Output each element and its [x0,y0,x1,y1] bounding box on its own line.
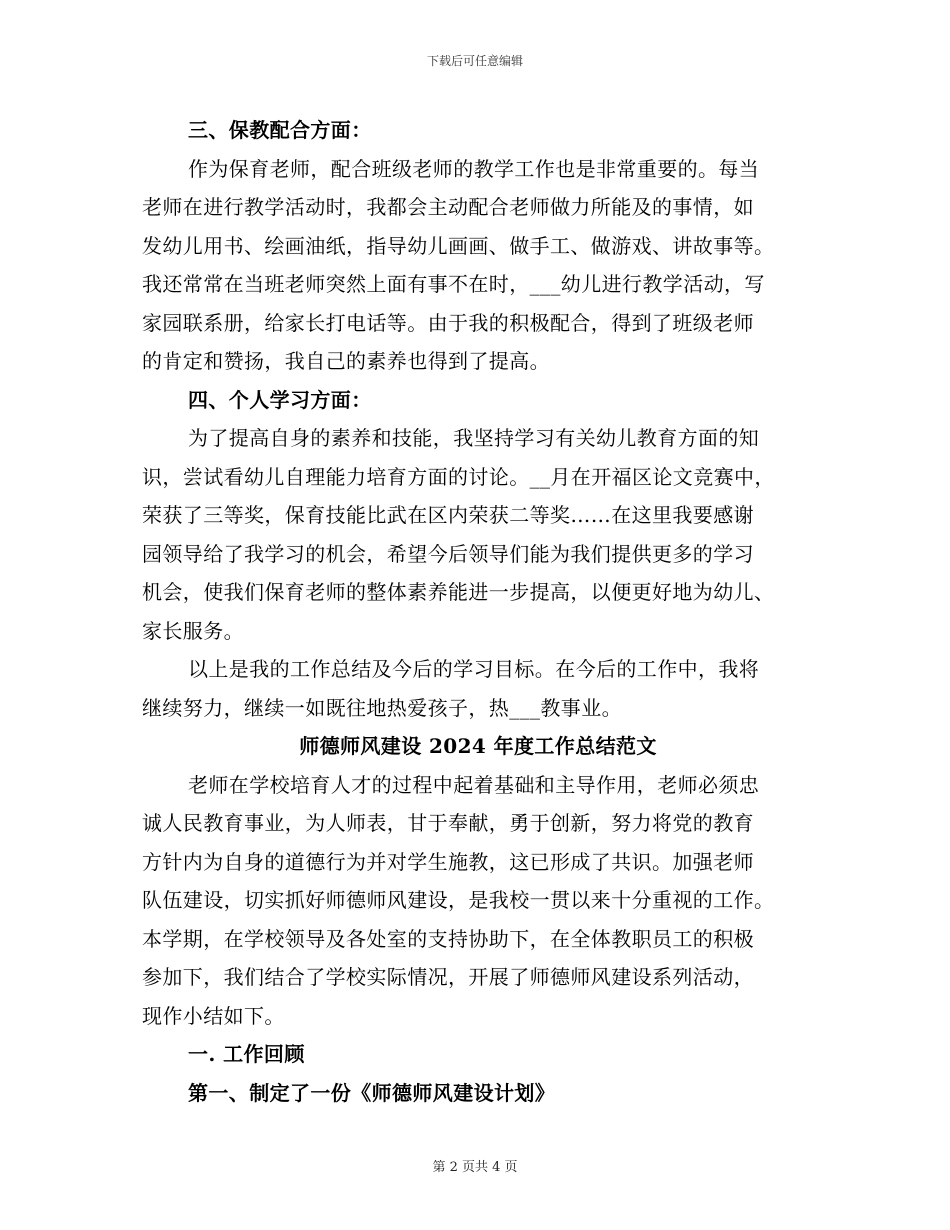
paragraph-line: 的肯定和赞扬，我自己的素养也得到了提高。 [142,349,550,373]
document-title: 师德师风建设 2024 年度工作总结范文 [299,734,657,758]
paragraph-line: 以上是我的工作总结及今后的学习目标。在今后的工作中，我将 [188,657,760,681]
paragraph-line: 作为保育老师，配合班级老师的教学工作也是非常重要的。每当 [188,156,760,181]
paragraph-line: 参加下，我们结合了学校实际情况，开展了师德师风建设系列活动， [142,965,754,989]
paragraph-line: 现作小结如下。 [142,1003,285,1028]
paragraph-line: 家长服务。 [142,618,244,643]
paragraph-line: 识，尝试看幼儿自理能力培育方面的讨论。__月在开福区论文竞赛中， [142,464,775,489]
section-heading: 四、个人学习方面： [188,387,372,412]
paragraph-line: 园领导给了我学习的机会，希望今后领导们能为我们提供更多的学习 [142,541,754,566]
paragraph-line: 诚人民教育事业，为人师表，甘于奉献，勇于创新，努力将党的教育 [142,811,754,835]
paragraph-line: 本学期，在学校领导及各处室的支持协助下，在全体教职员工的积极 [142,926,754,951]
section-heading: 三、保教配合方面： [188,118,372,142]
document-body [142,111,814,1112]
paragraph-line: 荣获了三等奖，保育技能比武在区内荣获二等奖……在这里我要感谢 [142,503,754,527]
page-header: 下载后可任意编辑 [426,54,523,68]
page-footer: 第 2 页共 4 页 [432,1160,518,1175]
paragraph-line: 继续努力，继续一如既往地热爱孩子，热___教事业。 [142,695,622,720]
paragraph-line: 老师在学校培育人才的过程中起着基础和主导作用，老师必须忠 [188,772,760,797]
section-heading: 第一、制定了一份《师德师风建设计划》 [188,1080,556,1105]
paragraph-line: 方针内为自身的道德行为并对学生施教，这已形成了共识。加强老师 [142,849,754,874]
paragraph-line: 为了提高自身的素养和技能，我坚持学习有关幼儿教育方面的知 [188,426,760,450]
paragraph-line: 老师在进行教学活动时，我都会主动配合老师做力所能及的事情，如 [142,195,754,219]
paragraph-line: 发幼儿用书、绘画油纸，指导幼儿画画、做手工、做游戏、讲故事等。 [142,233,775,258]
paragraph-line: 我还常常在当班老师突然上面有事不在时，___幼儿进行教学活动，写 [142,272,765,296]
paragraph-line: 队伍建设，切实抓好师德师风建设，是我校一贯以来十分重视的工作。 [142,888,775,912]
paragraph-line: 机会，使我们保育老师的整体素养能进一步提高，以便更好地为幼儿、 [142,580,775,604]
section-heading: 一. 工作回顾 [188,1042,305,1066]
paragraph-line: 家园联系册，给家长打电话等。由于我的积极配合，得到了班级老师 [142,310,754,335]
